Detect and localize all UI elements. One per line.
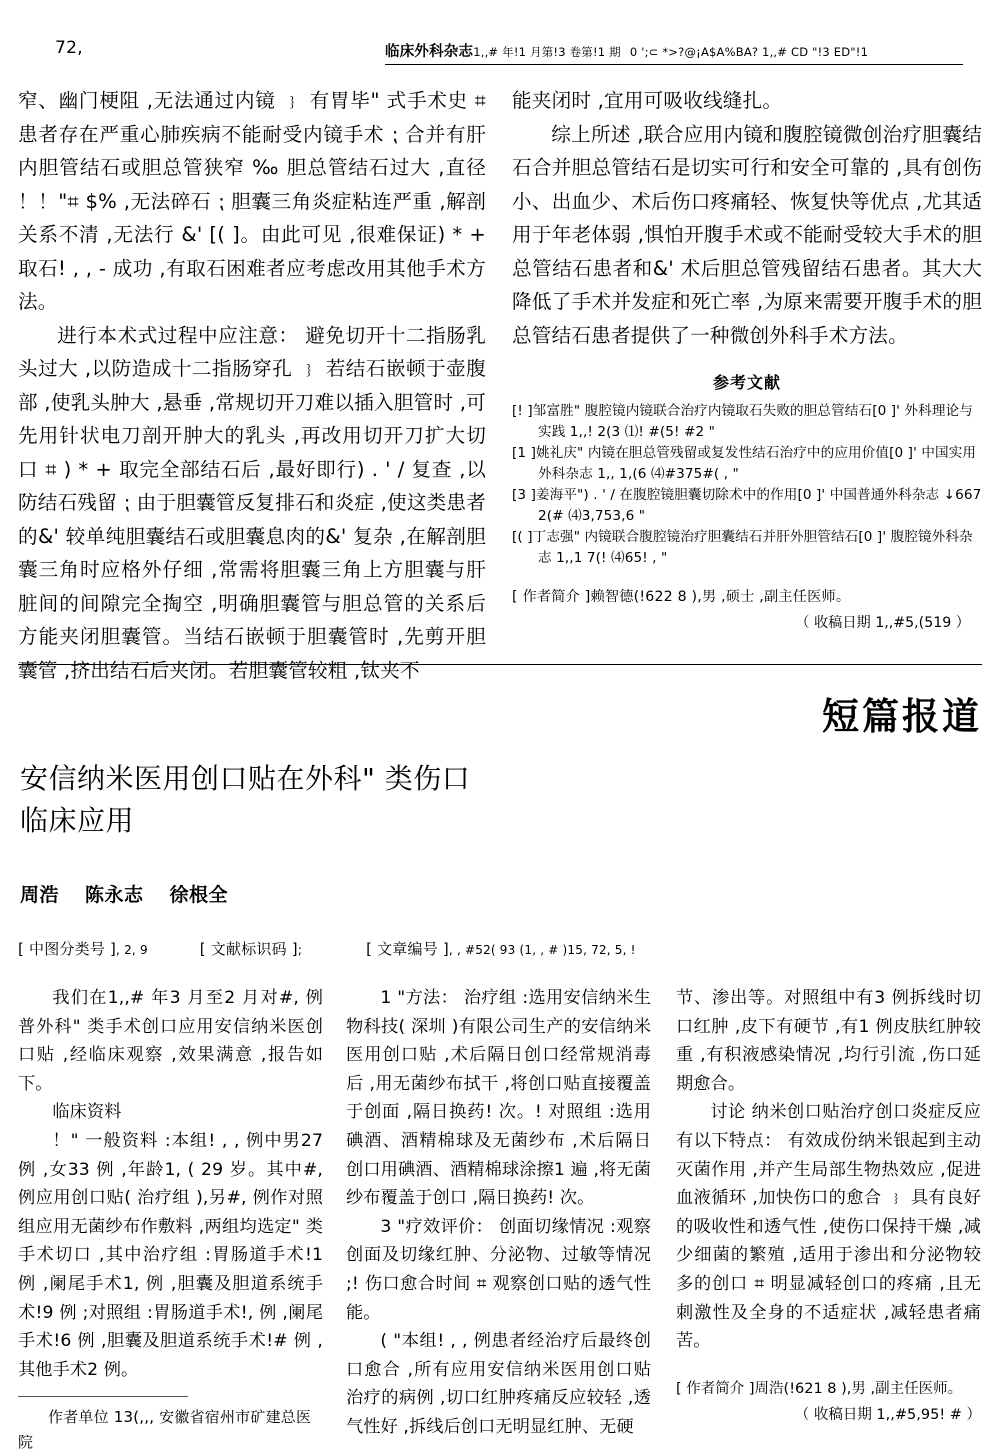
reference-item: [3 ]姜海平") . ' / 在腹腔镜胆囊切除术中的作用[0 ]' 中国普通外科杂志 ↓667 2(# ⑷3,753,6 " bbox=[512, 487, 982, 524]
article-title bbox=[20, 758, 720, 842]
bottom-col3-body bbox=[676, 984, 981, 1356]
article-metadata-line bbox=[18, 938, 778, 959]
paragraph: ( "本组! , , 例患者经治疗后最终创口愈合 ,所有应用安信纳米医用创口贴治疗的病例 ,切口红肿疼痛反应较轻 ,透气性好 ,拆线后创口无明显红肿、无硬 bbox=[346, 1331, 651, 1437]
author-affiliation bbox=[18, 1405, 323, 1455]
footnote-rule bbox=[18, 1396, 188, 1397]
top-right-column bbox=[512, 84, 982, 632]
article-title-line-1: 安信纳米医用创口贴在外科" 类伤口 bbox=[20, 762, 471, 795]
top-author-bio: [ 作者简介 ]赖智德(!622 8 ),男 ,硕士 ,副主任医师。 bbox=[512, 589, 851, 605]
bottom-received-date: （ 收稿日期 1,,#5,95! # ） bbox=[794, 1406, 981, 1423]
bottom-column-2 bbox=[346, 984, 651, 1442]
doc-code-label: [ 文献标识码 ] bbox=[199, 940, 298, 958]
paragraph: 3 "疗效评价： 创面切缘情况 :观察创面及切缘红肿、分泌物、过敏等情况 ;! 伤口愈合时间 ⌗ 观察创口贴的透气性能。 bbox=[346, 1216, 651, 1323]
references-heading: 参考文献 bbox=[712, 373, 781, 392]
bottom-article-columns bbox=[0, 984, 1000, 1454]
doc-code-value: ; bbox=[297, 943, 303, 957]
clc-value: , 2, 9 bbox=[116, 943, 148, 957]
top-right-body bbox=[512, 84, 982, 352]
article-title-line-2: 临床应用 bbox=[20, 804, 135, 837]
paragraph-heading: 临床资料 bbox=[52, 1102, 122, 1123]
paragraph: 我们在1,,# 年3 月至2 月对#, 例普外科" 类手术创口应用安信纳米医创口贴 ,经临床观察 ,效果满意 ,报告如下。 bbox=[18, 988, 323, 1094]
page-folio: 72, bbox=[55, 38, 83, 58]
paragraph: 综上所述 ,联合应用内镜和腹腔镜微创治疗胆囊结石合并胆总管结石是切实可行和安全可靠的 ,具有创伤小、出血少、术后伤口疼痛轻、恢复快等优点 ,尤其适用于年老体弱 ,惧怕开腹手术或不能耐受较大手术的胆总管结石患者和&' 术后胆总管残留结石患者。其大大降低了手术并发症和死亡率 ,为原来需要开腹手术的胆总管结石患者提供了一种微创外科手术方法。 bbox=[512, 122, 982, 347]
paragraph: 进行本术式过程中应注意： 避免切开十二指肠乳头过大 ,以防造成十二指肠穿孔 ﹜ 若结石嵌顿于壶腹部 ,使乳头肿大 ,悬垂 ,常规切开刀难以插入胆管时 ,可先用针状电刀剖开肿大的乳头 ,再改用切开刀扩大切口 ⌗ ) * + 取完全部结石后 ,最好即行) . ' / 复查 ,以防结石残留 ⁏ 由于胆囊管反复排石和炎症 ,使这类患者的&' 较单纯胆囊结石或胆囊息肉的&' 复杂 ,在解剖胆囊三角时应格外仔细 ,常需将胆囊三角上方胆囊与肝脏间的间隙完全掏空 ,明确胆囊管与胆总管的关系后方能夹闭胆囊管。当结石嵌顿于胆囊管时 ,先剪开胆囊管 ,挤出结石后夹闭。若胆囊管较粗 ,钛夹不 bbox=[18, 323, 486, 682]
issue-en: 0 ';⊂ *>?@¡A$A%BA? 1,,# CD "!3 ED"!1 bbox=[629, 45, 869, 59]
bottom-author-bio: [ 作者简介 ]周浩(!621 8 ),男 ,副主任医师。 bbox=[676, 1380, 963, 1397]
paragraph: 窄、幽门梗阻 ,无法通过内镜 ﹜ 有胃毕" 式手术史 ⌗ 患者存在严重心肺疾病不能耐受内镜手术 ⁏ 合并有肝内胆管结石或胆总管狭窄 ‰ 胆总管结石过大 ,直径 ！！"⌗ $% ,无法碎石 ⁏ 胆囊三角炎症粘连严重 ,解剖关系不清 ,无法行 &' [( ]。由此可见 ,很难保证) * + 取石! , , - 成功 ,有取石困难者应考虑改用其他手术方法。 bbox=[18, 89, 486, 313]
bottom-column-1 bbox=[18, 984, 323, 1455]
paragraph: 能夹闭时 ,宜用可吸收线缝扎。 bbox=[512, 89, 783, 112]
section-divider bbox=[18, 664, 982, 665]
author-name: 周浩 bbox=[20, 884, 60, 906]
section-banner: 短篇报道 bbox=[822, 695, 982, 738]
reference-item: [( ]丁志强" 内镜联合腹腔镜治疗胆囊结石并肝外胆管结石[0 ]' 腹腔镜外科杂志 1,,1 7(! ⑷65! , " bbox=[512, 529, 973, 566]
top-received-date: （ 收稿日期 1,,#5,(519 ） bbox=[795, 615, 970, 631]
running-head-line bbox=[385, 40, 963, 65]
affiliation-text: 作者单位 13(,,, 安徽省宿州市矿建总医院 bbox=[18, 1408, 312, 1452]
bottom-col1-body bbox=[18, 984, 323, 1384]
issue-cn: 1,,# 年!1 月第!3 卷第!1 期 bbox=[473, 45, 621, 59]
bottom-col2-body bbox=[346, 984, 651, 1442]
article-id-value: , , #52( 93 (1, , # )15, 72, 5, ! bbox=[448, 943, 636, 957]
top-left-column bbox=[18, 84, 486, 687]
journal-name: 临床外科杂志 bbox=[385, 44, 474, 60]
reference-item: [! ]邹富胜" 腹腔镜内镜联合治疗内镜取石失败的胆总管结石[0 ]' 外科理论与实践 1,,! 2(3 ⑴! #(5! #2 " bbox=[512, 403, 973, 440]
reference-item: [1 ]姚礼庆" 内镜在胆总管残留或复发性结石治疗中的应用价值[0 ]' 中国实用外科杂志 1,, 1,(6 ⑷#375#( , " bbox=[512, 445, 977, 482]
paragraph: 1 "方法： 治疗组 :选用安信纳米生物科技( 深圳 )有限公司生产的安信纳米医用创口贴 ,术后隔日创口经常规消毒后 ,用无菌纱布拭干 ,将创口贴直接覆盖于创面 ,隔日换药! 次。! 对照组 :选用碘酒、酒精棉球及无菌纱布 ,术后隔日创口用碘酒、酒精棉球涂擦1 遍 ,将无菌纱布覆盖于创口 ,隔日换药! 次。 bbox=[346, 988, 651, 1209]
clc-label: [ 中图分类号 ] bbox=[18, 940, 117, 958]
paragraph: 讨论 纳米创口贴治疗创口炎症反应有以下特点： 有效成份纳米银起到主动灭菌作用 ,并产生局部生物热效应 ,促进血液循环 ,加快伤口的愈合 ﹜ 具有良好的吸收性和透气性 ,使伤口保持干燥 ,减少细菌的繁殖 ,适用于渗出和分泌物较多的创口 ⌗ 明显减轻创口的疼痛 ,且无刺激性及全身的不适症状 ,减轻患者痛苦。 bbox=[676, 1102, 981, 1352]
author-name: 徐根全 bbox=[169, 884, 229, 906]
paragraph: ！" 一般资料 :本组! , , 例中男27 例 ,女33 例 ,年龄1, ( 29 岁。其中#, 例应用创口贴( 治疗组 ),另#, 例作对照组应用无菌纱布作敷料 ,两组均选定" 类手术切口 ,其中治疗组 :胃肠道手术!1 例 ,阑尾手术1, 例 ,胆囊及胆道系统手术!9 例 ;对照组 :胃肠道手术!, 例 ,阑尾手术!6 例 ,胆囊及胆道系统手术!# 例 ,其他手术2 例。 bbox=[18, 1130, 323, 1380]
article-id-label: [ 文章编号 ] bbox=[366, 940, 449, 958]
article-authors bbox=[20, 880, 254, 907]
top-left-body bbox=[18, 84, 486, 687]
bottom-column-3 bbox=[676, 984, 981, 1424]
author-name: 陈永志 bbox=[85, 884, 144, 906]
references-list bbox=[512, 401, 982, 568]
running-head bbox=[0, 38, 1000, 66]
paragraph: 节、渗出等。对照组中有3 例拆线时切口红肿 ,皮下有硬节 ,有1 例皮肤红肿较重 ,有积液感染情况 ,均行引流 ,伤口延期愈合。 bbox=[676, 988, 981, 1094]
